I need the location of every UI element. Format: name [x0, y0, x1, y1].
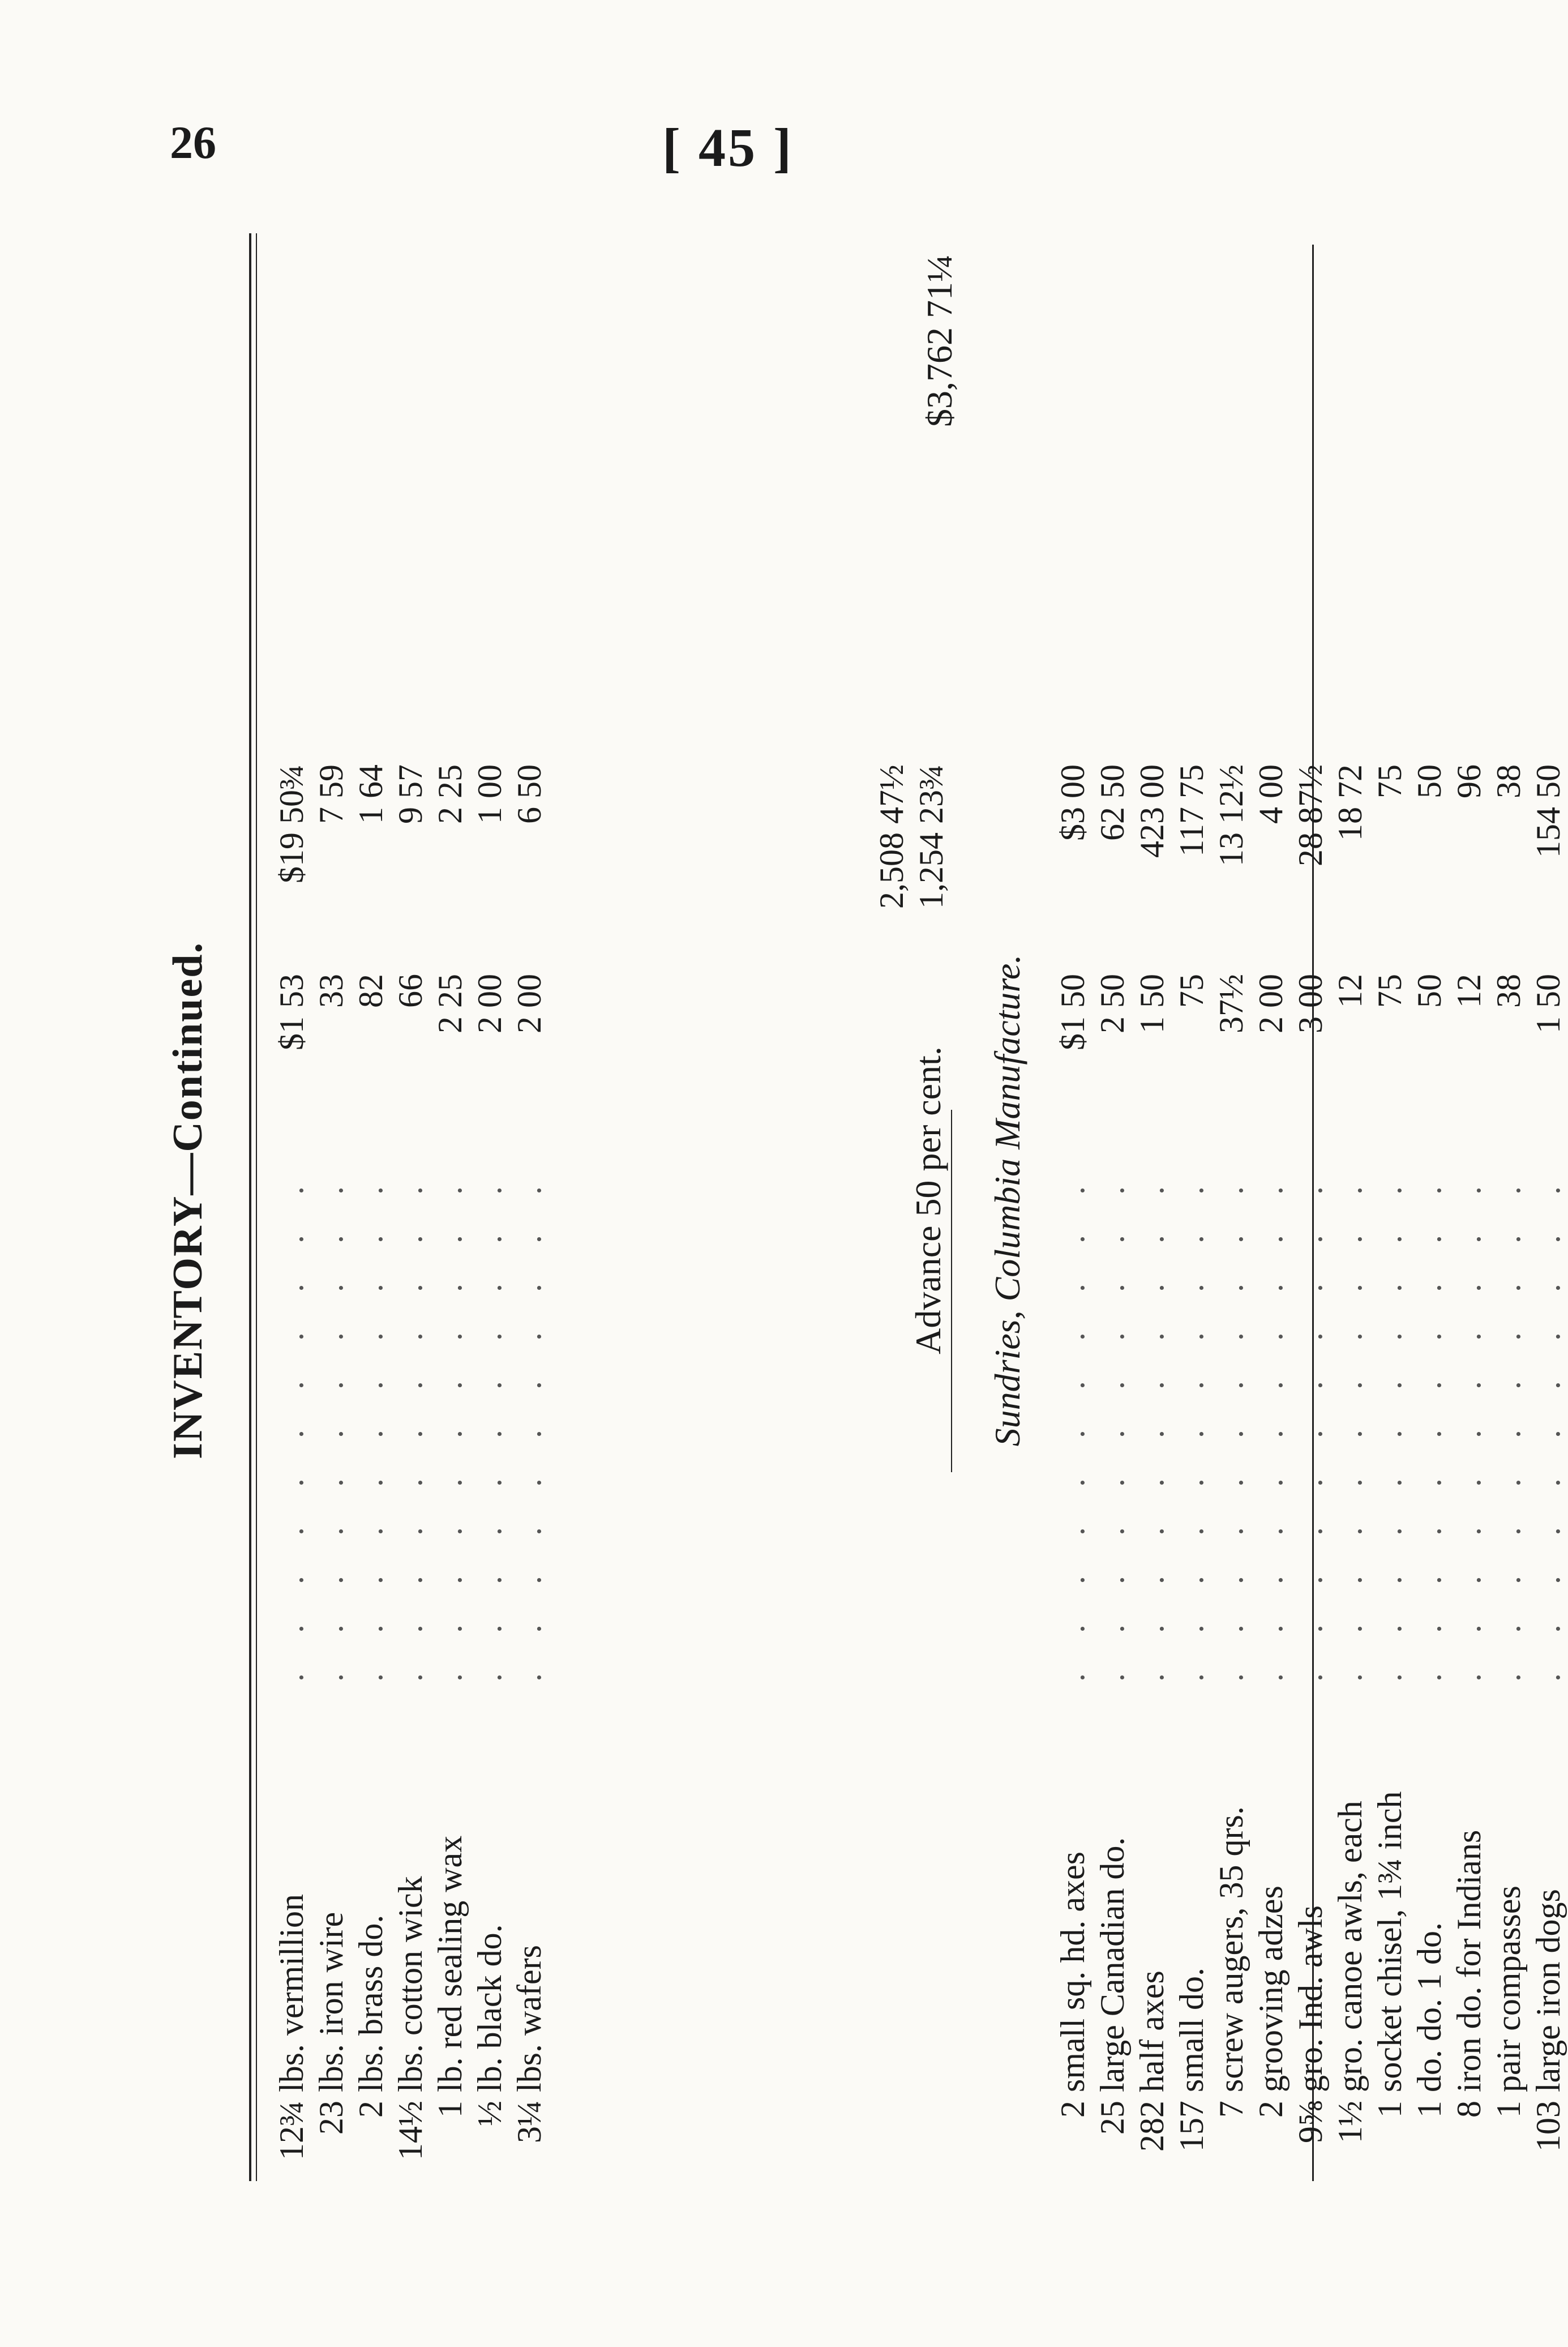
quantity: 14½ [392, 2101, 429, 2160]
table-row [470, 232, 509, 2169]
description: gro. canoe awls, each [1331, 1801, 1369, 2092]
table-row [1528, 232, 1568, 2169]
description: lbs. iron wire [312, 1912, 350, 2092]
description: large iron dogs [1530, 1889, 1567, 2092]
description: gro. Ind. awls [1292, 1905, 1329, 2092]
description: lbs. vermillion [273, 1894, 310, 2092]
unit-price: 1 50 [1530, 974, 1567, 1033]
quantity: 3¼ [511, 2101, 548, 2143]
table-row [1330, 232, 1370, 2169]
leader-dots: . . . . . . . . . . . [1054, 1170, 1091, 1682]
leader-dots: . . . . . . . . . . . [1094, 1170, 1131, 1682]
amount: 2 25 [431, 764, 469, 824]
unit-price: 2 00 [471, 974, 508, 1033]
description: half axes [1133, 1970, 1171, 2092]
subtotal-rule [951, 1110, 952, 1472]
unit-price: 82 [352, 974, 389, 1008]
unit-price: 12 [1331, 974, 1369, 1008]
table-row [1053, 232, 1093, 2169]
description: small sq. hd. axes [1054, 1852, 1091, 2092]
amount: 117 75 [1173, 764, 1210, 857]
description: pair compasses [1490, 1886, 1527, 2092]
quantity: 1½ [1331, 2101, 1369, 2143]
table-row [311, 232, 351, 2169]
amount: 7 59 [312, 764, 350, 824]
table-row [1489, 232, 1528, 2169]
unit-price: 2 25 [431, 974, 469, 1033]
amount: 154 50 [1530, 764, 1567, 858]
unit-price: 66 [392, 974, 429, 1008]
leader-dots: . . . . . . . . . . . [1133, 1170, 1171, 1682]
table-row [272, 232, 311, 2169]
leader-dots: . . . . . . . . . . . [1252, 1170, 1289, 1682]
description: small do. [1173, 1968, 1210, 2092]
subtotal-amount: 2,508 47½ [873, 764, 910, 909]
amount: 6 50 [511, 764, 548, 824]
leader-dots: . . . . . . . . . . . [312, 1170, 350, 1682]
unit-price: $1 50 [1054, 974, 1091, 1050]
table-title: INVENTORY—Continued. [165, 942, 211, 1459]
quantity: 282 [1133, 2101, 1171, 2152]
quantity: 7 [1213, 2101, 1250, 2118]
amount: 1 64 [352, 764, 389, 824]
unit-price: 2 00 [1252, 974, 1289, 1033]
leader-dots: . . . . . . . . . . . [511, 1170, 548, 1682]
amount: 28 87½ [1292, 764, 1329, 866]
unit-price: $1 53 [273, 974, 310, 1050]
quantity: 9⅝ [1292, 2101, 1329, 2143]
description: grooving adzes [1252, 1886, 1289, 2092]
quantity: 1 [1371, 2101, 1408, 2118]
unit-price: 75 [1173, 974, 1210, 1008]
leader-dots: . . . . . . . . . . . [1490, 1170, 1527, 1682]
leader-dots: . . . . . . . . . . . [1173, 1170, 1210, 1682]
description: screw augers, 35 qrs. [1213, 1806, 1250, 2092]
section-heading: Sundries, Columbia Manufacture. [987, 954, 1027, 1447]
table-row [1410, 232, 1449, 2169]
table-row [1370, 232, 1410, 2169]
unit-price: 33 [312, 974, 350, 1008]
table-row [1172, 232, 1211, 2169]
amount: 75 [1371, 764, 1408, 798]
leader-dots: . . . . . . . . . . . [1450, 1170, 1488, 1682]
amount: 13 12½ [1213, 764, 1250, 866]
page-number: 26 [170, 117, 216, 168]
unit-price: 75 [1371, 974, 1408, 1008]
page-header [0, 116, 1445, 184]
leader-dots: . . . . . . . . . . . [273, 1170, 310, 1682]
table-row [1093, 232, 1132, 2169]
description: lbs. cotton wick [392, 1876, 429, 2092]
leader-dots: . . . . . . . . . . . [1371, 1170, 1408, 1682]
quantity: 8 [1450, 2101, 1488, 2118]
description: lbs. wafers [511, 1945, 548, 2092]
advance-label: Advance 50 per cent. [908, 1046, 948, 1354]
leader-dots: . . . . . . . . . . . [1411, 1170, 1448, 1682]
amount: 50 [1411, 764, 1448, 798]
unit-price: 2 50 [1094, 974, 1131, 1033]
table-row [1211, 232, 1251, 2169]
amount: 18 72 [1331, 764, 1369, 841]
description: lbs. brass do. [352, 1914, 389, 2092]
leader-dots: . . . . . . . . . . . [352, 1170, 389, 1682]
frame-line [256, 233, 257, 2181]
unit-price: 1 50 [1133, 974, 1171, 1033]
leader-dots: . . . . . . . . . . . [1213, 1170, 1250, 1682]
unit-price: 12 [1450, 974, 1488, 1008]
amount: 62 50 [1094, 764, 1131, 841]
description: lb. black do. [471, 1924, 508, 2092]
description: do. do. 1 do. [1411, 1922, 1448, 2092]
unit-price: 2 00 [511, 974, 548, 1033]
quantity: 2 [352, 2101, 389, 2118]
frame-line [249, 233, 251, 2181]
quantity: 12¾ [273, 2101, 310, 2160]
amount: 96 [1450, 764, 1488, 798]
inventory-table [165, 232, 1567, 2169]
quantity: ½ [471, 2101, 508, 2126]
unit-price: 37½ [1213, 974, 1250, 1033]
table-row [1251, 232, 1291, 2169]
quantity: 25 [1094, 2101, 1131, 2135]
quantity: 23 [312, 2101, 350, 2135]
amount: $19 50¾ [273, 764, 310, 883]
table-row [509, 232, 549, 2169]
leader-dots: . . . . . . . . . . . [471, 1170, 508, 1682]
unit-price: 3 00 [1292, 974, 1329, 1033]
document-number: [ 45 ] [662, 117, 794, 178]
quantity: 1 [431, 2101, 469, 2118]
description: socket chisel, 1¾ inch [1371, 1791, 1408, 2092]
leader-dots: . . . . . . . . . . . [392, 1170, 429, 1682]
description: lb. red sealing wax [431, 1835, 469, 2092]
quantity: 2 [1252, 2101, 1289, 2118]
leader-dots: . . . . . . . . . . . [431, 1170, 469, 1682]
table-row [1132, 232, 1172, 2169]
leader-dots: . . . . . . . . . . . [1331, 1170, 1369, 1682]
description: large Canadian do. [1094, 1837, 1131, 2092]
amount: 423 00 [1133, 764, 1171, 858]
table-row [1449, 232, 1489, 2169]
leader-dots: . . . . . . . . . . . [1292, 1170, 1329, 1682]
quantity: 1 [1411, 2101, 1448, 2118]
amount: 1 00 [471, 764, 508, 824]
unit-price: 50 [1411, 974, 1448, 1008]
table-row [391, 232, 430, 2169]
quantity: 2 [1054, 2101, 1091, 2118]
amount: 4 00 [1252, 764, 1289, 824]
leader-dots: . . . . . . . . . . . [1530, 1170, 1567, 1682]
table-row [430, 232, 470, 2169]
table-row [351, 232, 391, 2169]
advance-amount: 1,254 23¾ [912, 764, 950, 909]
amount: 38 [1490, 764, 1527, 798]
quantity: 103 [1530, 2101, 1567, 2152]
quantity: 1 [1490, 2101, 1527, 2118]
unit-price: 38 [1490, 974, 1527, 1008]
table-row [1291, 232, 1330, 2169]
description: iron do. for Indians [1450, 1829, 1488, 2092]
grand-total: $3,762 71¼ [919, 255, 959, 427]
amount: 9 57 [392, 764, 429, 824]
amount: $3 00 [1054, 764, 1091, 841]
quantity: 157 [1173, 2101, 1210, 2152]
